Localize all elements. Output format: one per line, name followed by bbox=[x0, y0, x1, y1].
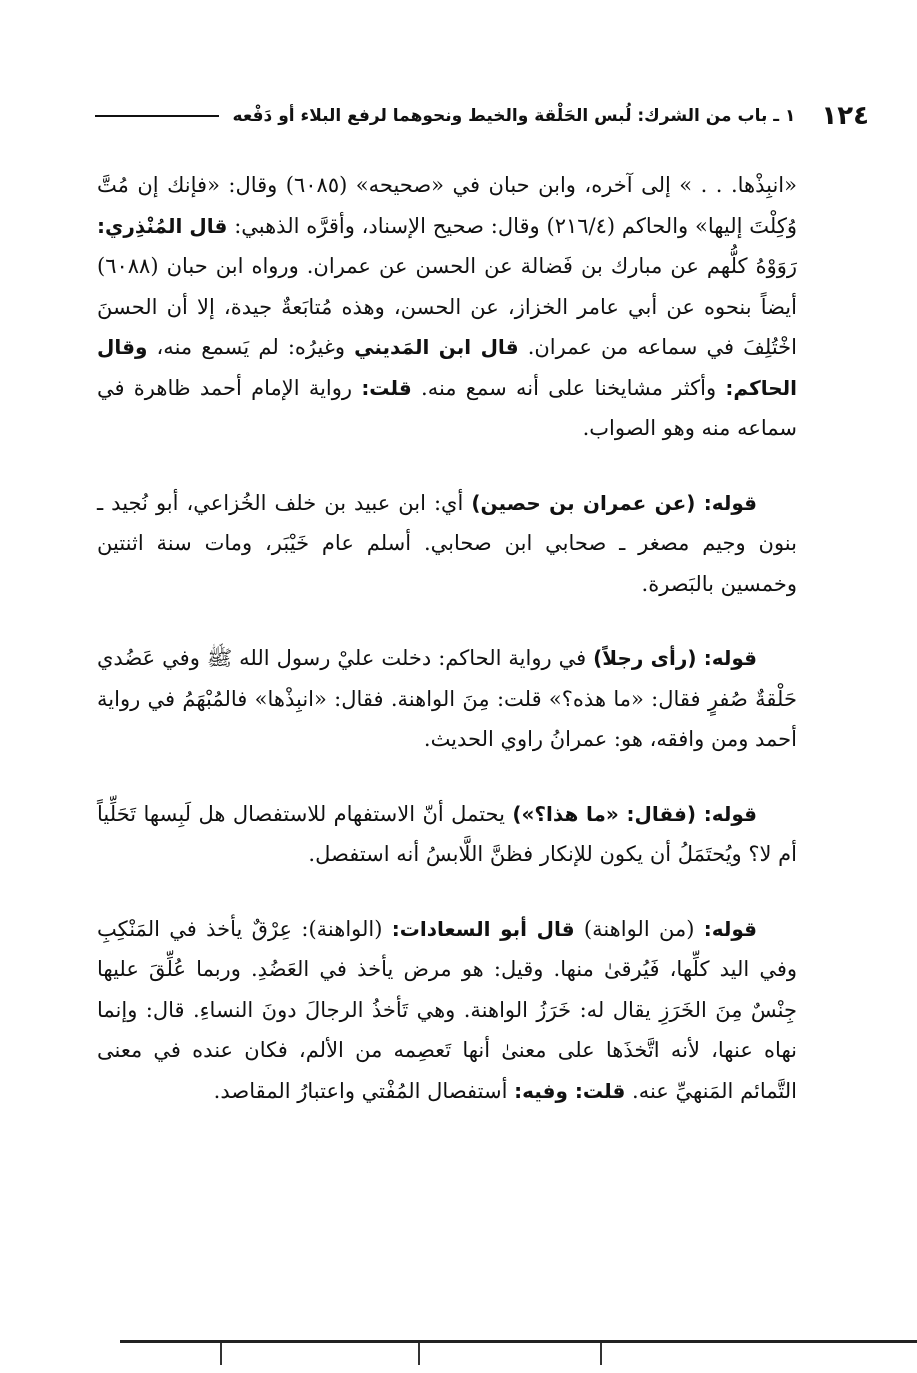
page-header bbox=[95, 92, 869, 140]
footer-rule bbox=[120, 1340, 917, 1343]
bold-term: وقال الحاكم: bbox=[97, 335, 797, 400]
bold-term: قلت: وفيه: bbox=[514, 1078, 626, 1103]
text-run: في رواية الحاكم: دخلت عليْ رسول الله ﷺ وفي عَضُدي حَلْقةٌ صُفرٍ فقال: «ما هذه؟» قلت: مِنَ الواهنة. فقال: «انبِذْها» فالمُبْهَمُ في رواية أحمد ومن وافقه، هو: عمرانُ راوي الحديث. bbox=[97, 646, 797, 751]
bold-term: قوله: (عن عمران بن حصين) bbox=[471, 490, 757, 515]
bold-term: قال أبو السعادات: bbox=[391, 916, 575, 941]
bold-term: قال المُنْذِري: bbox=[97, 213, 228, 238]
paragraph-2 bbox=[97, 483, 797, 605]
text-run: وغيرُه: لم يَسمع منه، bbox=[147, 335, 355, 359]
text-run: وأكثر مشايخنا على أنه سمع منه. bbox=[411, 375, 726, 400]
text-run: أستفصال المُفْتي واعتبارُ المقاصد. bbox=[213, 1078, 515, 1103]
paragraph-1 bbox=[97, 165, 797, 449]
header-rule bbox=[95, 115, 219, 117]
text-run: رَوَوْهُ كلُّهم عن مبارك بن فَضالة عن الحسن عن عمران. ورواه ابن حبان (٦٠٨٨) أيضاً بنحوه عن أبي عامر الخزاز، عن الحسن، وهذه مُتابَعةٌ جيدة، إلا أن الحسنَ اخْتُلِفَ في سماعه من عمران. bbox=[97, 254, 797, 359]
footer-tick bbox=[418, 1343, 420, 1365]
paragraph-4 bbox=[97, 794, 797, 875]
bold-term: قوله: (فقال: «ما هذا؟») bbox=[512, 801, 757, 826]
paragraph-3 bbox=[97, 638, 797, 760]
body-text bbox=[97, 165, 797, 1145]
bold-term: قال ابن المَديني bbox=[354, 335, 519, 359]
text-run: (من الواهنة) bbox=[574, 916, 704, 941]
text-run: «انبِذْها. . . » إلى آخره، وابن حبان في «صحيحه» (٦٠٨٥) وقال: «فإنك إن مُتَّ وُكِلْتَ إليها» والحاكم (٢١٦/٤) وقال: صحيح الإسناد، وأقرَّه الذهبي: bbox=[97, 173, 797, 238]
footer-tick bbox=[220, 1343, 222, 1365]
footer-tick bbox=[600, 1343, 602, 1365]
bold-term: قوله: (رأى رجلاً) bbox=[593, 646, 758, 670]
text-run: يحتمل أنّ الاستفهام للاستفصال هل لَبِسها تَحَلِّياً أم لا؟ ويُحتَمَلُ أن يكون للإنكار فظنَّ اللَّابسُ أنه استفصل. bbox=[97, 801, 797, 866]
text-run: رواية الإمام أحمد ظاهرة في سماعه منه وهو الصواب. bbox=[97, 375, 797, 440]
bold-term: قوله: bbox=[703, 916, 757, 941]
running-title: ١ ـ باب من الشرك: لُبس الحَلْقة والخيط ونحوهما لرفع البلاء أو دَفْعه bbox=[232, 106, 796, 126]
page-number: ١٢٤ bbox=[821, 101, 869, 131]
bold-term: قلت: bbox=[361, 375, 412, 400]
paragraph-5 bbox=[97, 909, 797, 1112]
text-run: أي: ابن عبيد بن خلف الخُزاعي، أبو نُجيد ـ بنون وجيم مصغر ـ صحابي ابن صحابي. أسلم عام خَيْبَر، ومات سنة اثنتين وخمسين بالبَصرة. bbox=[97, 490, 797, 596]
text-run: (الواهنة): عِرْقٌ يأخذ في المَنْكِبِ وفي اليد كلِّها، فَيُرقىٰ منها. وقيل: هو مرض يأخذ في العَضُدِ. وربما عُلِّقَ عليها جِنْسٌ مِنَ الخَرَزِ يقال له: خَرَزُ الواهنة. وهي تَأخذُ الرجالَ دونَ النساءِ. قال: وإنما نهاه عنها، لأنه اتَّخذَها على معنىٰ أنها تَعصِمه من الألم، فكان عنده في معنى التَّمائم المَنهيِّ عنه. bbox=[97, 916, 797, 1103]
